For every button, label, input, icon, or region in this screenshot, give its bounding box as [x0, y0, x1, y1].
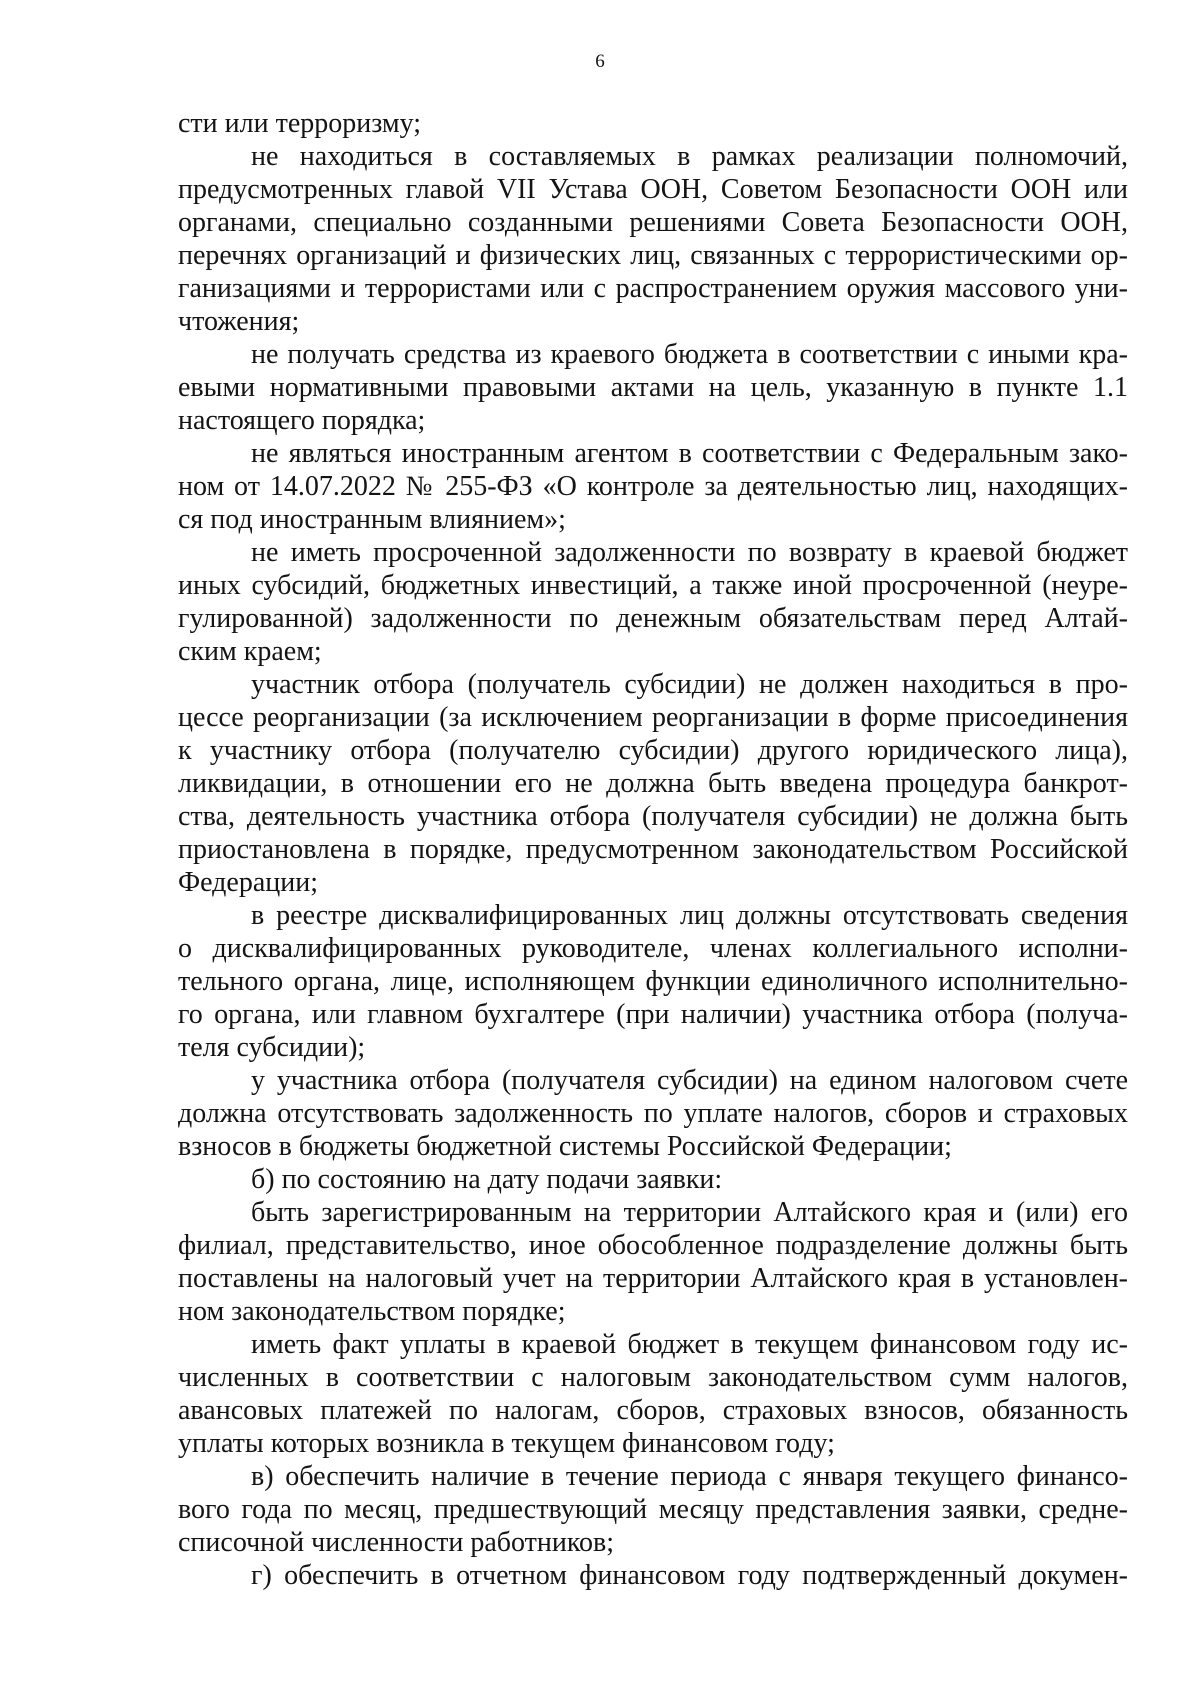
paragraph [178, 338, 1128, 437]
text-line: ским краем; [178, 636, 322, 667]
text-line: авансовых платежей по налогам, сборов, страховых взносов, обязанность [178, 1395, 1128, 1426]
text-line: поставлены на налоговый учет на территории Алтайского края в установлен- [178, 1263, 1128, 1294]
text-line: вого года по месяц, предшествующий месяцу представления заявки, средне- [178, 1494, 1128, 1525]
text-line: в реестре дисквалифицированных лиц должны отсутствовать сведения [251, 900, 1128, 931]
paragraph [178, 1328, 1128, 1460]
text-line: цессе реорганизации (за исключением реорганизации в форме присоединения [178, 702, 1128, 733]
text-line: перечнях организаций и физических лиц, связанных с террористическими ор- [178, 240, 1128, 271]
text-line: органами, специально созданными решениями Совета Безопасности ООН, [178, 207, 1128, 238]
text-line: предусмотренных главой VII Устава ООН, Советом Безопасности ООН или [178, 174, 1128, 205]
text-line: иметь факт уплаты в краевой бюджет в текущем финансовом году ис- [251, 1329, 1128, 1360]
text-line: теля субсидии); [178, 1032, 366, 1063]
text-line: филиал, представительство, иное обособленное подразделение должны быть [178, 1230, 1128, 1261]
text-line: приостановлена в порядке, предусмотренном законодательством Российской [178, 834, 1128, 865]
text-line: б) по состоянию на дату подачи заявки: [251, 1164, 723, 1195]
paragraph [178, 1559, 1128, 1592]
text-line: не находиться в составляемых в рамках реализации полномочий, [251, 141, 1128, 172]
text-line: участник отбора (получатель субсидии) не должен находиться в про- [251, 669, 1128, 700]
text-line: гулированной) задолженности по денежным обязательствам перед Алтай- [178, 603, 1128, 634]
paragraph [178, 107, 1128, 140]
text-line: настоящего порядка; [178, 405, 426, 436]
page-number: 6 [595, 51, 605, 72]
text-line: тельного органа, лице, исполняющем функции единоличного исполнительно- [178, 966, 1128, 997]
paragraph [178, 536, 1128, 668]
text-line: евыми нормативными правовыми актами на цель, указанную в пункте 1.1 [178, 372, 1128, 403]
text-line: го органа, или главном бухгалтере (при наличии) участника отбора (получа- [178, 999, 1128, 1030]
text-line: Федерации; [178, 867, 319, 898]
text-line: ликвидации, в отношении его не должна быть введена процедура банкрот- [178, 768, 1128, 799]
text-line: не иметь просроченной задолженности по возврату в краевой бюджет [251, 537, 1128, 568]
text-line: в) обеспечить наличие в течение периода с января текущего финансо- [251, 1461, 1128, 1492]
text-line: взносов в бюджеты бюджетной системы Российской Федерации; [178, 1131, 952, 1162]
text-line: ном законодательством порядке; [178, 1296, 566, 1327]
text-line: уплаты которых возникла в текущем финансовом году; [178, 1428, 835, 1459]
text-line: ся под иностранным влиянием»; [178, 504, 566, 535]
text-line: о дисквалифицированных руководителе, членах коллегиального исполни- [178, 933, 1128, 964]
paragraph [178, 1163, 1128, 1196]
text-line: ства, деятельность участника отбора (получателя субсидии) не должна быть [178, 801, 1128, 832]
paragraph [178, 437, 1128, 536]
text-line: ном от 14.07.2022 № 255-ФЗ «О контроле за деятельностью лиц, находящих- [178, 471, 1128, 502]
text-line: не являться иностранным агентом в соответствии с Федеральным зако- [251, 438, 1128, 469]
text-line: списочной численности работников; [178, 1527, 615, 1558]
paragraph [178, 140, 1128, 338]
paragraph [178, 1196, 1128, 1328]
text-line: не получать средства из краевого бюджета в соответствии с иными кра- [251, 339, 1128, 370]
text-line: должна отсутствовать задолженность по уплате налогов, сборов и страховых [178, 1098, 1128, 1129]
paragraph [178, 1460, 1128, 1559]
text-line: у участника отбора (получателя субсидии) на едином налоговом счете [251, 1065, 1128, 1096]
paragraph [178, 899, 1128, 1064]
text-line: численных в соответствии с налоговым законодательством сумм налогов, [178, 1362, 1128, 1393]
text-line: чтожения; [178, 306, 300, 337]
text-line: иных субсидий, бюджетных инвестиций, а также иной просроченной (неуре- [178, 570, 1128, 601]
text-line: быть зарегистрированным на территории Алтайского края и (или) его [251, 1197, 1128, 1228]
text-line: к участнику отбора (получателю субсидии) другого юридического лица), [178, 735, 1128, 766]
document-body [178, 107, 1128, 1592]
text-line: ганизациями и террористами или с распространением оружия массового уни- [178, 273, 1128, 304]
text-line: г) обеспечить в отчетном финансовом году подтвержденный докумен- [251, 1560, 1128, 1591]
text-line: сти или терроризму; [178, 108, 422, 139]
paragraph [178, 1064, 1128, 1163]
paragraph [178, 668, 1128, 899]
